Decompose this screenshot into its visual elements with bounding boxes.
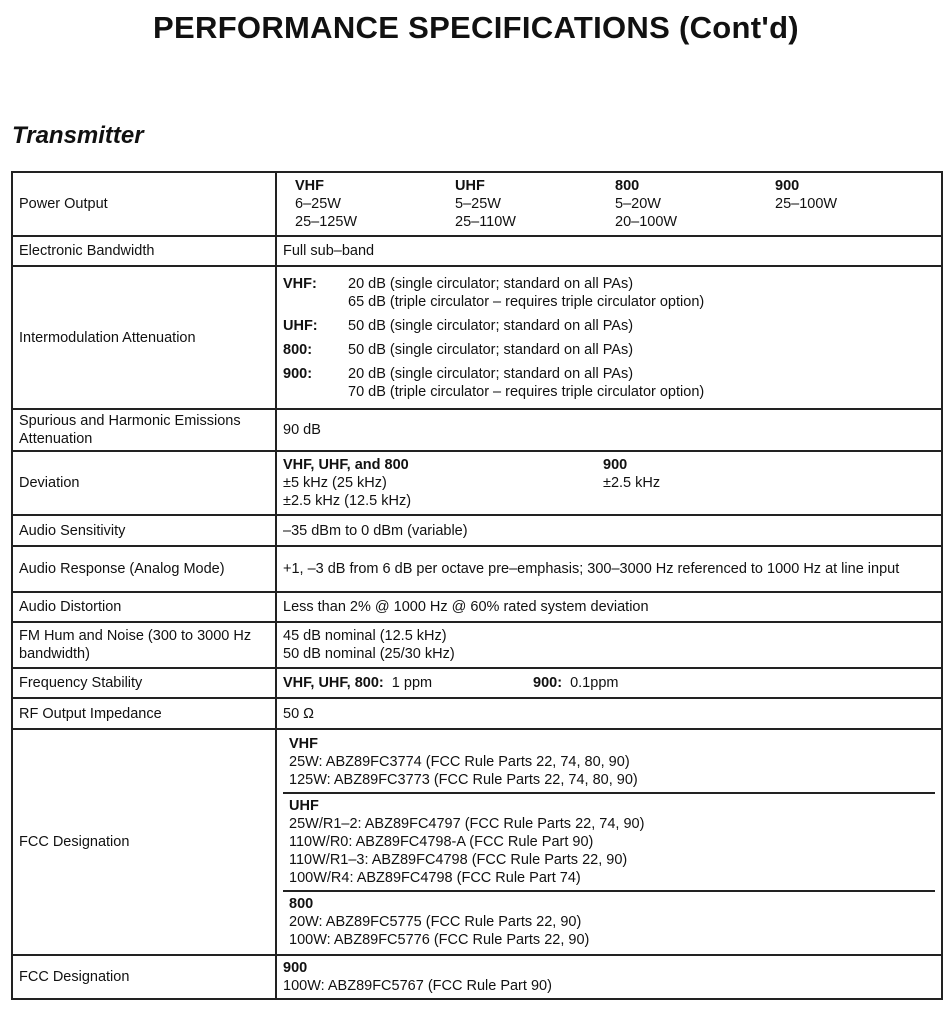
row-value: –35 dBm to 0 dBm (variable) (276, 515, 942, 546)
table-row: FM Hum and Noise (300 to 3000 Hz bandwidth) 45 dB nominal (12.5 kHz) 50 dB nominal (25/30 kHz) (12, 622, 942, 668)
row-label: Intermodulation Attenuation (12, 266, 276, 409)
row-label: FM Hum and Noise (300 to 3000 Hz bandwidth) (12, 622, 276, 668)
table-row (12, 451, 942, 515)
band-column: 800 5–20W 20–100W (615, 178, 678, 230)
row-label: Audio Response (Analog Mode) (12, 546, 276, 592)
frequency-stability-groups: VHF, UHF, 800: 1 ppm 900: 0.1ppm (283, 675, 619, 691)
row-label: Audio Sensitivity (12, 515, 276, 546)
row-label: FCC Designation (12, 955, 276, 999)
row-label: Audio Distortion (12, 592, 276, 622)
row-value: Less than 2% @ 1000 Hz @ 60% rated system deviation (276, 592, 942, 622)
fcc-block-vhf: VHF 25W: ABZ89FC3774 (FCC Rule Parts 22, 74, 80, 90) 125W: ABZ89FC3773 (FCC Rule Parts 22, 74, 80, 90) (289, 736, 638, 788)
table-row (12, 266, 942, 409)
band-column: 900 25–100W (775, 178, 838, 212)
row-label: Power Output (12, 172, 276, 236)
row-label: Deviation (12, 451, 276, 515)
table-row (12, 409, 942, 451)
intermod-entry: 900: 20 dB (single circulator; standard on all PAs) 70 dB (triple circulator – requires triple circulator option) (283, 365, 705, 400)
fcc-block-uhf: UHF 25W/R1–2: ABZ89FC4797 (FCC Rule Parts 22, 74, 90) 110W/R0: ABZ89FC4798-A (FCC Rule Part 90) 110W/R1–3: ABZ89FC4798 (FCC Rule Parts 22, 90) 100W/R4: ABZ89FC4798 (FCC Rule Part 74) (283, 792, 935, 890)
row-value: Full sub–band (276, 236, 942, 266)
table-row (12, 698, 942, 729)
intermod-entry: 800: 50 dB (single circulator; standard on all PAs) (283, 341, 634, 358)
spec-table (11, 171, 943, 1000)
power-output-bands (283, 177, 935, 231)
fcc-block-800: 800 20W: ABZ89FC5775 (FCC Rule Parts 22, 90) 100W: ABZ89FC5776 (FCC Rule Parts 22, 90) (283, 890, 935, 952)
band-column: VHF 6–25W 25–125W (295, 178, 358, 230)
intermod-entry: VHF: 20 dB (single circulator; standard on all PAs) 65 dB (triple circulator – requires triple circulator option) (283, 275, 705, 310)
page-title: PERFORMANCE SPECIFICATIONS (Cont'd) (153, 10, 799, 45)
section-heading: Transmitter (12, 122, 144, 149)
row-label: Frequency Stability (12, 668, 276, 698)
row-label: Electronic Bandwidth (12, 236, 276, 266)
row-value: 90 dB (276, 409, 942, 451)
table-row (12, 515, 942, 546)
row-value: 50 Ω (276, 698, 942, 729)
table-row: FCC Designation 900 100W: ABZ89FC5767 (FCC Rule Part 90) (12, 955, 942, 999)
table-row (12, 668, 942, 698)
row-label: RF Output Impedance (12, 698, 276, 729)
row-label: Spurious and Harmonic Emissions Attenuation (12, 409, 276, 451)
row-label: FCC Designation (12, 729, 276, 955)
table-row (12, 172, 942, 236)
deviation-groups: VHF, UHF, and 800 ±5 kHz (25 kHz) ±2.5 kHz (12.5 kHz) 900 ±2.5 kHz (283, 457, 661, 509)
intermod-entry: UHF: 50 dB (single circulator; standard on all PAs) (283, 317, 634, 334)
table-row (12, 236, 942, 266)
table-row (12, 592, 942, 622)
table-row (12, 729, 942, 955)
row-value: +1, –3 dB from 6 dB per octave pre–emphasis; 300–3000 Hz referenced to 1000 Hz at line input (276, 546, 942, 592)
table-row (12, 546, 942, 592)
band-column: UHF 5–25W 25–110W (455, 178, 516, 230)
